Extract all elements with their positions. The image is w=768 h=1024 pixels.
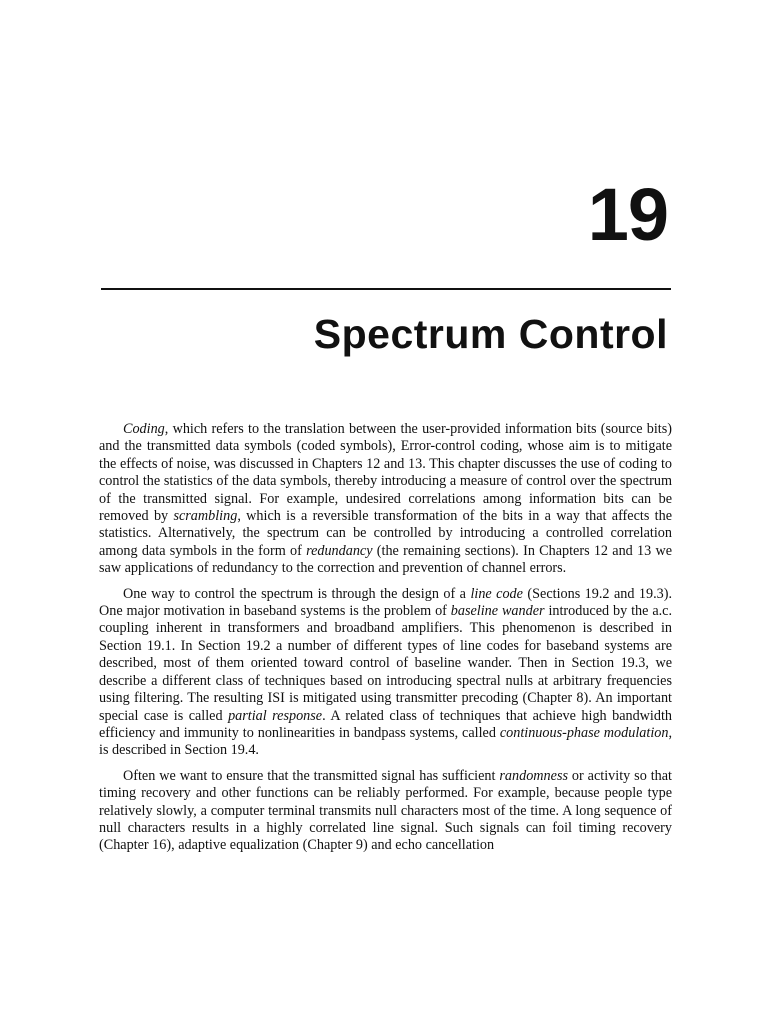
text-segment-italic: baseline wander	[450, 603, 545, 620]
text-segment: , which refers to the translation between the user-provided information bits (source bits) and the transmitted data symbols (coded symbols), Error-control coding, whose aim is to mitigate the effects of noise, was discussed in Chapters 12 and 13. This chapter discusses the use of coding to control the statistics of the data symbols, thereby introducing a measure of control over the spectrum of the transmitted signal. For example, undesired correlations among information bits can be removed by	[99, 421, 672, 525]
text-segment-italic: line code	[470, 585, 523, 602]
text-segment-italic: redundancy	[306, 542, 373, 559]
text-segment-italic: partial response	[228, 707, 323, 724]
text-segment: One way to control the spectrum is through the design of a	[123, 585, 471, 602]
chapter-divider-rule	[101, 288, 671, 290]
text-segment-italic: continuous-phase modulation	[499, 724, 669, 741]
text-segment-italic: scrambling	[173, 508, 238, 525]
body-text	[99, 421, 672, 876]
text-segment: , is described in Section 19.4.	[99, 724, 672, 759]
text-segment: or activity so that timing recovery and other functions can be reliably performed. For example, because people type relatively slowly, a computer terminal transmits null characters most of the time. A long sequence of null characters results in a highly correlated line signal. Such signals can foil timing recovery (Chapter 16), adaptive equalization (Chapter 9) and echo cancellation	[99, 767, 672, 854]
text-segment: . A related class of techniques that achieve high bandwidth efficiency and immunity to nonlinearities in bandpass systems, called	[99, 707, 672, 741]
paragraph	[99, 586, 672, 760]
text-segment: introduced by the a.c. coupling inherent in transformers and broadband amplifiers. This phenomenon is described in Section 19.1. In Section 19.2 a number of different types of line codes for baseband systems are described, most of them oriented toward control of baseline wander. Then in Section 19.3, we describe a different class of techniques based on introducing spectral nulls at arbitrary frequencies using filtering. The resulting ISI is mitigated using transmitter precoding (Chapter 8). An important special case is called	[99, 603, 672, 724]
text-segment-italic: randomness	[499, 767, 568, 784]
chapter-number: 19	[587, 173, 668, 256]
paragraph	[99, 421, 672, 578]
text-segment: , which is a reversible transformation of the bits in a way that affects the statistics. Alternatively, the spectrum can be controlled by introducing a controlled correlation among data symbols in the form of	[99, 508, 672, 559]
text-segment: Often we want to ensure that the transmitted signal has sufficient	[123, 767, 500, 784]
chapter-title: Spectrum Control	[313, 311, 668, 357]
text-segment-italic: Coding	[123, 421, 165, 437]
text-segment: (the remaining sections). In Chapters 12 and 13 we saw applications of redundancy to the correction and prevention of channel errors.	[99, 542, 672, 577]
text-segment: (Sections 19.2 and 19.3). One major motivation in baseband systems is the problem of	[99, 585, 672, 620]
paragraph	[99, 768, 672, 855]
